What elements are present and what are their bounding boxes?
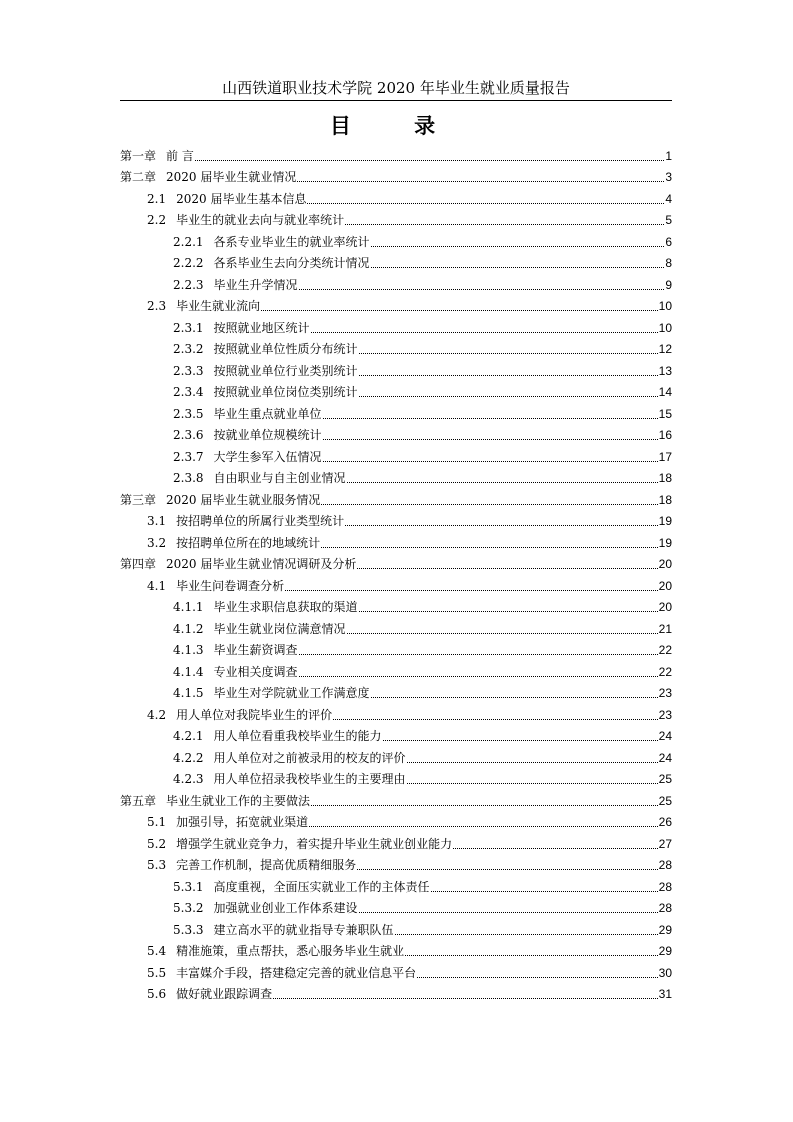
toc-entry-number: 2.2.1 bbox=[173, 234, 204, 249]
toc-dot-leader bbox=[357, 568, 657, 569]
toc-entry-text: 用人单位对之前被录用的校友的评价 bbox=[213, 750, 406, 765]
toc-entry-number: 2.2.3 bbox=[173, 277, 204, 292]
toc-entry-text: 大学生参军入伍情况 bbox=[213, 449, 322, 464]
toc-entry[interactable] bbox=[120, 166, 672, 188]
toc-dot-leader bbox=[407, 783, 658, 784]
toc-dot-leader bbox=[299, 676, 658, 677]
toc-dot-leader bbox=[359, 396, 658, 397]
toc-dot-leader bbox=[297, 181, 664, 182]
toc-entry-text: 按招聘单位的所属行业类型统计 bbox=[176, 514, 345, 528]
toc-entry-text: 毕业生问卷调查分析 bbox=[176, 578, 285, 593]
toc-page-number: 9 bbox=[665, 277, 672, 292]
toc-entry-number: 4.1.2 bbox=[173, 621, 204, 636]
toc-entry[interactable] bbox=[120, 445, 672, 467]
toc-dot-leader bbox=[309, 826, 658, 827]
toc-entry-text: 按照就业单位性质分布统计 bbox=[213, 342, 358, 356]
toc-entry-label bbox=[173, 922, 394, 940]
toc-entry[interactable] bbox=[120, 230, 672, 252]
toc-dot-leader bbox=[359, 353, 658, 354]
toc-entry-text: 用人单位对我院毕业生的评价 bbox=[176, 707, 333, 722]
toc-entry[interactable] bbox=[120, 144, 672, 166]
toc-dot-leader bbox=[345, 224, 664, 225]
toc-entry-number: 第四章 bbox=[120, 557, 157, 571]
toc-page-number: 19 bbox=[658, 514, 672, 528]
toc-entry-text: 2020 届毕业生就业情况 bbox=[166, 170, 297, 184]
toc-dot-leader bbox=[417, 977, 658, 978]
toc-page-number: 29 bbox=[658, 922, 672, 937]
toc-entry[interactable] bbox=[120, 252, 672, 274]
toc-dot-leader bbox=[195, 160, 664, 161]
toc-entry-text: 专业相关度调查 bbox=[213, 664, 298, 679]
toc-page-number: 29 bbox=[658, 944, 672, 958]
toc-entry-number: 第一章 bbox=[120, 148, 157, 163]
toc-entry-number: 5.3 bbox=[147, 858, 167, 872]
toc-entry-label bbox=[173, 750, 406, 768]
toc-entry-label bbox=[147, 212, 344, 230]
toc-entry-text: 建立高水平的就业指导专兼职队伍 bbox=[213, 922, 394, 937]
toc-page-number: 28 bbox=[658, 901, 672, 915]
toc-entry-text: 用人单位招录我校毕业生的主要理由 bbox=[213, 772, 406, 786]
toc-entry[interactable] bbox=[120, 660, 672, 682]
toc-dot-leader bbox=[321, 504, 657, 505]
toc-page-number: 17 bbox=[658, 449, 672, 464]
toc-entry[interactable] bbox=[120, 789, 672, 811]
toc-dot-leader bbox=[347, 482, 658, 483]
toc-page-number: 31 bbox=[658, 987, 672, 1001]
toc-entry-text: 按就业单位规模统计 bbox=[213, 428, 322, 442]
toc-dot-leader bbox=[299, 289, 665, 290]
toc-entry-text: 自由职业与自主创业情况 bbox=[213, 471, 346, 485]
toc-entry-text: 2020 届毕业生基本信息 bbox=[176, 191, 307, 206]
toc-dot-leader bbox=[261, 310, 658, 311]
toc-page-number: 30 bbox=[658, 965, 672, 980]
toc-dot-leader bbox=[357, 869, 658, 870]
toc-entry[interactable] bbox=[120, 746, 672, 768]
toc-entry[interactable] bbox=[120, 617, 672, 639]
toc-entry-label bbox=[120, 556, 356, 574]
table-of-contents bbox=[120, 144, 672, 1004]
toc-entry-text: 完善工作机制，提高优质精细服务 bbox=[176, 858, 357, 872]
toc-entry-text: 按招聘单位所在的地域统计 bbox=[176, 535, 321, 550]
toc-entry[interactable] bbox=[120, 295, 672, 317]
toc-entry-label bbox=[173, 900, 358, 918]
toc-entry[interactable] bbox=[120, 574, 672, 596]
toc-page-number: 18 bbox=[658, 492, 672, 507]
toc-entry-number: 5.5 bbox=[147, 965, 167, 980]
toc-entry-number: 4.1.5 bbox=[173, 686, 204, 700]
header-divider bbox=[120, 100, 672, 101]
toc-dot-leader bbox=[371, 246, 665, 247]
toc-page-number: 1 bbox=[665, 148, 672, 163]
toc-entry[interactable] bbox=[120, 940, 672, 962]
toc-entry[interactable] bbox=[120, 703, 672, 725]
toc-entry-number: 2.3.5 bbox=[173, 406, 204, 421]
toc-entry-label bbox=[147, 943, 404, 961]
toc-entry[interactable] bbox=[120, 725, 672, 747]
toc-dot-leader bbox=[431, 891, 658, 892]
toc-page-number: 13 bbox=[658, 363, 672, 378]
toc-page-number: 14 bbox=[658, 385, 672, 399]
toc-entry[interactable] bbox=[120, 467, 672, 489]
toc-page-number: 20 bbox=[658, 578, 672, 593]
toc-entry-number: 第二章 bbox=[120, 170, 157, 184]
toc-page-number: 15 bbox=[658, 406, 672, 421]
toc-entry-number: 2.3.6 bbox=[173, 428, 204, 442]
toc-entry-number: 4.1.4 bbox=[173, 664, 204, 679]
toc-entry-label bbox=[147, 965, 416, 983]
toc-dot-leader bbox=[359, 611, 658, 612]
toc-entry-number: 4.1.1 bbox=[173, 600, 204, 614]
toc-entry-text: 按照就业地区统计 bbox=[213, 320, 310, 335]
toc-entry[interactable] bbox=[120, 811, 672, 833]
toc-dot-leader bbox=[307, 203, 664, 204]
toc-entry-number: 4.2.1 bbox=[173, 729, 204, 743]
toc-entry[interactable] bbox=[120, 682, 672, 704]
toc-entry-label bbox=[173, 728, 382, 746]
toc-page-number: 10 bbox=[658, 320, 672, 335]
toc-entry-label bbox=[147, 707, 332, 725]
toc-page-number: 24 bbox=[658, 729, 672, 743]
toc-entry[interactable] bbox=[120, 875, 672, 897]
toc-entry-text: 精准施策，重点帮扶，悉心服务毕业生就业 bbox=[176, 944, 405, 958]
toc-page-number: 21 bbox=[658, 621, 672, 636]
toc-entry-label bbox=[173, 277, 298, 295]
toc-entry-text: 毕业生的就业去向与就业率统计 bbox=[176, 213, 345, 227]
toc-page-number: 19 bbox=[658, 535, 672, 550]
toc-entry-text: 2020 届毕业生就业服务情况 bbox=[166, 492, 321, 507]
toc-page-number: 26 bbox=[658, 815, 672, 829]
toc-entry-text: 2020 届毕业生就业情况调研及分析 bbox=[166, 557, 357, 571]
toc-entry-label bbox=[120, 793, 310, 811]
toc-entry[interactable] bbox=[120, 424, 672, 446]
toc-dot-leader bbox=[299, 654, 658, 655]
toc-entry-number: 2.3.3 bbox=[173, 363, 204, 378]
toc-entry-label bbox=[173, 427, 322, 445]
toc-entry-number: 3.1 bbox=[147, 514, 167, 528]
page-header: 山西铁道职业技术学院 2020 年毕业生就业质量报告 bbox=[222, 79, 570, 97]
toc-entry-number: 2.2 bbox=[147, 213, 167, 227]
toc-dot-leader bbox=[453, 848, 658, 849]
toc-entry-number: 5.2 bbox=[147, 836, 167, 851]
toc-page-number: 23 bbox=[658, 686, 672, 700]
toc-entry-number: 4.1 bbox=[147, 578, 167, 593]
toc-page-number: 12 bbox=[658, 342, 672, 356]
toc-entry-label bbox=[147, 578, 284, 596]
toc-entry[interactable] bbox=[120, 918, 672, 940]
toc-entry-label bbox=[147, 836, 452, 854]
toc-entry-label bbox=[147, 513, 344, 531]
toc-entry-label bbox=[120, 492, 320, 510]
toc-entry-number: 4.1.3 bbox=[173, 643, 204, 657]
toc-entry-label bbox=[147, 191, 306, 209]
toc-entry-text: 加强引导，拓宽就业渠道 bbox=[176, 815, 309, 829]
toc-page-number: 18 bbox=[658, 471, 672, 485]
toc-entry-text: 增强学生就业竞争力，着实提升毕业生就业创业能力 bbox=[176, 836, 453, 851]
toc-entry-label bbox=[173, 255, 370, 273]
toc-entry[interactable] bbox=[120, 531, 672, 553]
toc-entry-number: 4.2 bbox=[147, 707, 167, 722]
toc-entry-text: 高度重视，全面压实就业工作的主体责任 bbox=[213, 879, 430, 894]
toc-page-number: 20 bbox=[658, 600, 672, 614]
toc-page-number: 25 bbox=[658, 793, 672, 808]
toc-dot-leader bbox=[311, 332, 658, 333]
toc-entry-label bbox=[173, 470, 346, 488]
toc-entry-text: 按照就业单位行业类别统计 bbox=[213, 363, 358, 378]
toc-entry-label bbox=[147, 535, 320, 553]
toc-entry[interactable] bbox=[120, 854, 672, 876]
toc-entry-label bbox=[147, 857, 356, 875]
toc-dot-leader bbox=[383, 740, 658, 741]
toc-entry-text: 毕业生求职信息获取的渠道 bbox=[213, 600, 358, 614]
toc-entry[interactable] bbox=[120, 187, 672, 209]
toc-dot-leader bbox=[323, 461, 658, 462]
toc-entry[interactable] bbox=[120, 338, 672, 360]
toc-page-number: 23 bbox=[658, 707, 672, 722]
toc-entry-label bbox=[147, 298, 260, 316]
toc-entry-number: 第三章 bbox=[120, 492, 157, 507]
toc-page-number: 8 bbox=[665, 256, 672, 270]
toc-page-number: 6 bbox=[665, 234, 672, 249]
toc-page-number: 28 bbox=[658, 858, 672, 872]
toc-entry-text: 毕业生对学院就业工作满意度 bbox=[213, 686, 370, 700]
toc-entry-number: 2.3.7 bbox=[173, 449, 204, 464]
toc-entry[interactable] bbox=[120, 316, 672, 338]
toc-entry[interactable] bbox=[120, 381, 672, 403]
toc-page-number: 20 bbox=[658, 557, 672, 571]
toc-entry-text: 各系毕业生去向分类统计情况 bbox=[213, 256, 370, 270]
toc-entry-label bbox=[173, 879, 430, 897]
toc-entry-text: 做好就业跟踪调查 bbox=[176, 987, 273, 1001]
toc-entry-text: 用人单位看重我校毕业生的能力 bbox=[213, 729, 382, 743]
toc-entry[interactable] bbox=[120, 553, 672, 575]
toc-entry-label bbox=[173, 664, 298, 682]
toc-entry-label bbox=[173, 642, 298, 660]
toc-entry-text: 各系专业毕业生的就业率统计 bbox=[213, 234, 370, 249]
toc-entry-number: 5.3.2 bbox=[173, 901, 204, 915]
toc-entry-number: 5.6 bbox=[147, 987, 167, 1001]
toc-entry-text: 毕业生就业工作的主要做法 bbox=[166, 793, 311, 808]
toc-page-number: 22 bbox=[658, 643, 672, 657]
toc-entry-number: 2.1 bbox=[147, 191, 167, 206]
toc-entry-label bbox=[120, 148, 194, 166]
toc-entry-text: 加强就业创业工作体系建设 bbox=[213, 901, 358, 915]
toc-entry[interactable] bbox=[120, 402, 672, 424]
toc-dot-leader bbox=[405, 955, 658, 956]
toc-entry-text: 毕业生就业岗位满意情况 bbox=[213, 621, 346, 636]
toc-entry[interactable] bbox=[120, 359, 672, 381]
toc-entry-label bbox=[173, 449, 322, 467]
toc-dot-leader bbox=[285, 590, 658, 591]
toc-entry-text: 丰富媒介手段，搭建稳定完善的就业信息平台 bbox=[176, 965, 417, 980]
toc-dot-leader bbox=[359, 912, 658, 913]
toc-title: 目 录 bbox=[329, 114, 464, 138]
toc-entry[interactable] bbox=[120, 510, 672, 532]
toc-entry-label bbox=[173, 599, 358, 617]
toc-entry-text: 按照就业单位岗位类别统计 bbox=[213, 385, 358, 399]
toc-dot-leader bbox=[321, 547, 658, 548]
toc-entry-number: 2.3.8 bbox=[173, 471, 204, 485]
toc-entry-number: 5.3.3 bbox=[173, 922, 204, 937]
toc-dot-leader bbox=[359, 375, 658, 376]
toc-dot-leader bbox=[371, 267, 665, 268]
toc-dot-leader bbox=[395, 934, 658, 935]
toc-page-number: 4 bbox=[665, 191, 672, 206]
toc-entry-label bbox=[173, 621, 346, 639]
toc-page-number: 5 bbox=[665, 213, 672, 227]
toc-entry-number: 5.1 bbox=[147, 815, 167, 829]
toc-dot-leader bbox=[347, 633, 658, 634]
toc-entry-text: 毕业生升学情况 bbox=[213, 277, 298, 292]
toc-entry[interactable] bbox=[120, 983, 672, 1005]
toc-entry-label bbox=[173, 384, 358, 402]
toc-entry[interactable] bbox=[120, 209, 672, 231]
toc-dot-leader bbox=[311, 805, 658, 806]
toc-entry-number: 2.3.2 bbox=[173, 342, 204, 356]
toc-dot-leader bbox=[371, 697, 658, 698]
toc-entry-number: 5.3.1 bbox=[173, 879, 204, 894]
toc-entry-text: 毕业生重点就业单位 bbox=[213, 406, 322, 421]
toc-page-number: 28 bbox=[658, 879, 672, 894]
toc-entry-number: 2.3.1 bbox=[173, 320, 204, 335]
toc-entry[interactable] bbox=[120, 639, 672, 661]
toc-entry[interactable] bbox=[120, 273, 672, 295]
toc-page-number: 16 bbox=[658, 428, 672, 442]
toc-entry-label bbox=[173, 685, 370, 703]
toc-dot-leader bbox=[345, 525, 658, 526]
toc-entry[interactable] bbox=[120, 768, 672, 790]
toc-entry[interactable] bbox=[120, 832, 672, 854]
toc-entry[interactable] bbox=[120, 596, 672, 618]
toc-entry-text: 毕业生就业流向 bbox=[176, 299, 261, 313]
toc-page-number: 3 bbox=[665, 170, 672, 184]
toc-entry-label bbox=[173, 363, 358, 381]
toc-entry-text: 毕业生薪资调查 bbox=[213, 643, 298, 657]
toc-entry-number: 5.4 bbox=[147, 944, 167, 958]
toc-dot-leader bbox=[407, 762, 658, 763]
toc-entry-label bbox=[147, 814, 308, 832]
toc-page-number: 10 bbox=[658, 299, 672, 313]
toc-entry[interactable] bbox=[120, 897, 672, 919]
toc-entry-number: 2.3 bbox=[147, 299, 167, 313]
toc-entry-label bbox=[147, 986, 272, 1004]
toc-entry-label bbox=[173, 406, 322, 424]
toc-page-number: 22 bbox=[658, 664, 672, 679]
toc-entry-number: 3.2 bbox=[147, 535, 167, 550]
toc-entry-number: 4.2.3 bbox=[173, 772, 204, 786]
toc-entry-number: 4.2.2 bbox=[173, 750, 204, 765]
toc-entry-number: 第五章 bbox=[120, 793, 157, 808]
toc-page-number: 24 bbox=[658, 750, 672, 765]
toc-page-number: 27 bbox=[658, 836, 672, 851]
toc-entry[interactable] bbox=[120, 961, 672, 983]
toc-entry-number: 2.2.2 bbox=[173, 256, 204, 270]
toc-dot-leader bbox=[273, 998, 658, 999]
toc-entry-label bbox=[173, 234, 370, 252]
toc-dot-leader bbox=[323, 439, 658, 440]
toc-entry-label bbox=[120, 169, 296, 187]
toc-entry-label bbox=[173, 341, 358, 359]
toc-entry[interactable] bbox=[120, 488, 672, 510]
toc-dot-leader bbox=[333, 719, 658, 720]
toc-entry-number: 2.3.4 bbox=[173, 385, 204, 399]
toc-entry-label bbox=[173, 771, 406, 789]
toc-entry-label bbox=[173, 320, 310, 338]
toc-page-number: 25 bbox=[658, 772, 672, 786]
toc-dot-leader bbox=[323, 418, 658, 419]
toc-entry-text: 前 言 bbox=[166, 148, 194, 163]
